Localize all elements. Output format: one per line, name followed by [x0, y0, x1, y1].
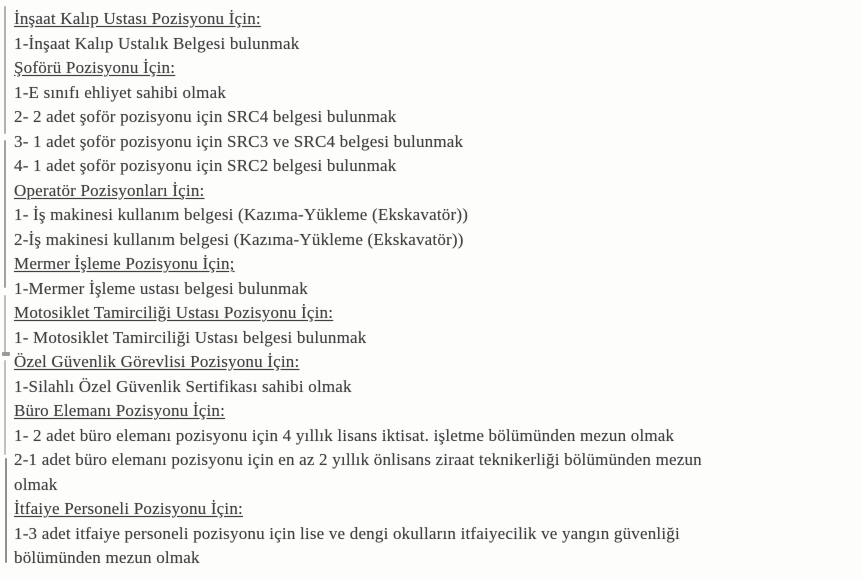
section-heading: Büro Elemanı Pozisyonu İçin:: [14, 401, 225, 420]
requirement-line: bölümünden mezun olmak: [14, 548, 200, 567]
requirement-line: 1- Motosiklet Tamirciliği Ustası belgesi bulunmak: [14, 327, 367, 347]
section-operator: [14, 179, 844, 253]
requirement-line: 1-İnşaat Kalıp Ustalık Belgesi bulunmak: [14, 33, 300, 53]
section-buro-elemani: [14, 399, 844, 497]
scan-border-segment: [4, 295, 6, 353]
section-heading: Şoförü Pozisyonu İçin:: [14, 58, 176, 77]
requirement-line: 1-3 adet itfaiye personeli pozisyonu için lise ve dengi okulların itfaiyecilik ve yangın güvenliği: [14, 523, 680, 543]
requirement-line: 2- 2 adet şoför pozisyonu için SRC4 belgesi bulunmak: [14, 107, 397, 126]
section-heading: Motosiklet Tamirciliği Ustası Pozisyonu İçin:: [14, 303, 334, 322]
scan-border-segment: [4, 140, 6, 288]
requirement-line: 4- 1 adet şoför pozisyonu için SRC2 belgesi bulunmak: [14, 156, 397, 175]
section-motosiklet-tamirciligi: [14, 301, 844, 350]
requirement-line: 3- 1 adet şoför pozisyonu için SRC3 ve SRC4 belgesi bulunmak: [14, 131, 464, 151]
section-itfaiye-personeli: [14, 497, 844, 571]
requirement-line: 1-E sınıfı ehliyet sahibi olmak: [14, 82, 227, 102]
section-heading: Operatör Pozisyonları İçin:: [14, 180, 205, 200]
section-heading: İtfaiye Personeli Pozisyonu İçin:: [14, 499, 243, 518]
section-soforu: [14, 56, 844, 179]
section-insaat-kalip-ustasi: [14, 7, 844, 56]
section-mermer-isleme: [14, 252, 844, 301]
scan-border-segment: [4, 6, 6, 134]
section-ozel-guvenlik: [14, 350, 844, 399]
requirement-line: 2-İş makinesi kullanım belgesi (Kazıma-Yükleme (Ekskavatör)): [14, 229, 464, 249]
section-heading: Mermer İşleme Pozisyonu İçin;: [14, 254, 235, 273]
scan-border-segment: [2, 352, 10, 356]
section-heading: Özel Güvenlik Görevlisi Pozisyonu İçin:: [14, 352, 300, 371]
requirement-line: 1- 2 adet büro elemanı pozisyonu için 4 yıllık lisans iktisat. işletme bölümünden mezun olmak: [14, 425, 675, 445]
scan-border-segment: [5, 458, 7, 563]
requirement-line: 2-1 adet büro elemanı pozisyonu için en az 2 yıllık önlisans ziraat teknikerliği bölümünden mezun: [14, 450, 702, 469]
document-text: [14, 7, 844, 571]
requirement-line: 1-Silahlı Özel Güvenlik Sertifikası sahibi olmak: [14, 376, 352, 396]
requirement-line: 1- İş makinesi kullanım belgesi (Kazıma-Yükleme (Ekskavatör)): [14, 205, 469, 224]
requirement-line: 1-Mermer İşleme ustası belgesi bulunmak: [14, 278, 308, 298]
section-heading: İnşaat Kalıp Ustası Pozisyonu İçin:: [14, 9, 261, 28]
scan-border-segment: [4, 360, 6, 455]
requirement-line: olmak: [14, 474, 58, 494]
